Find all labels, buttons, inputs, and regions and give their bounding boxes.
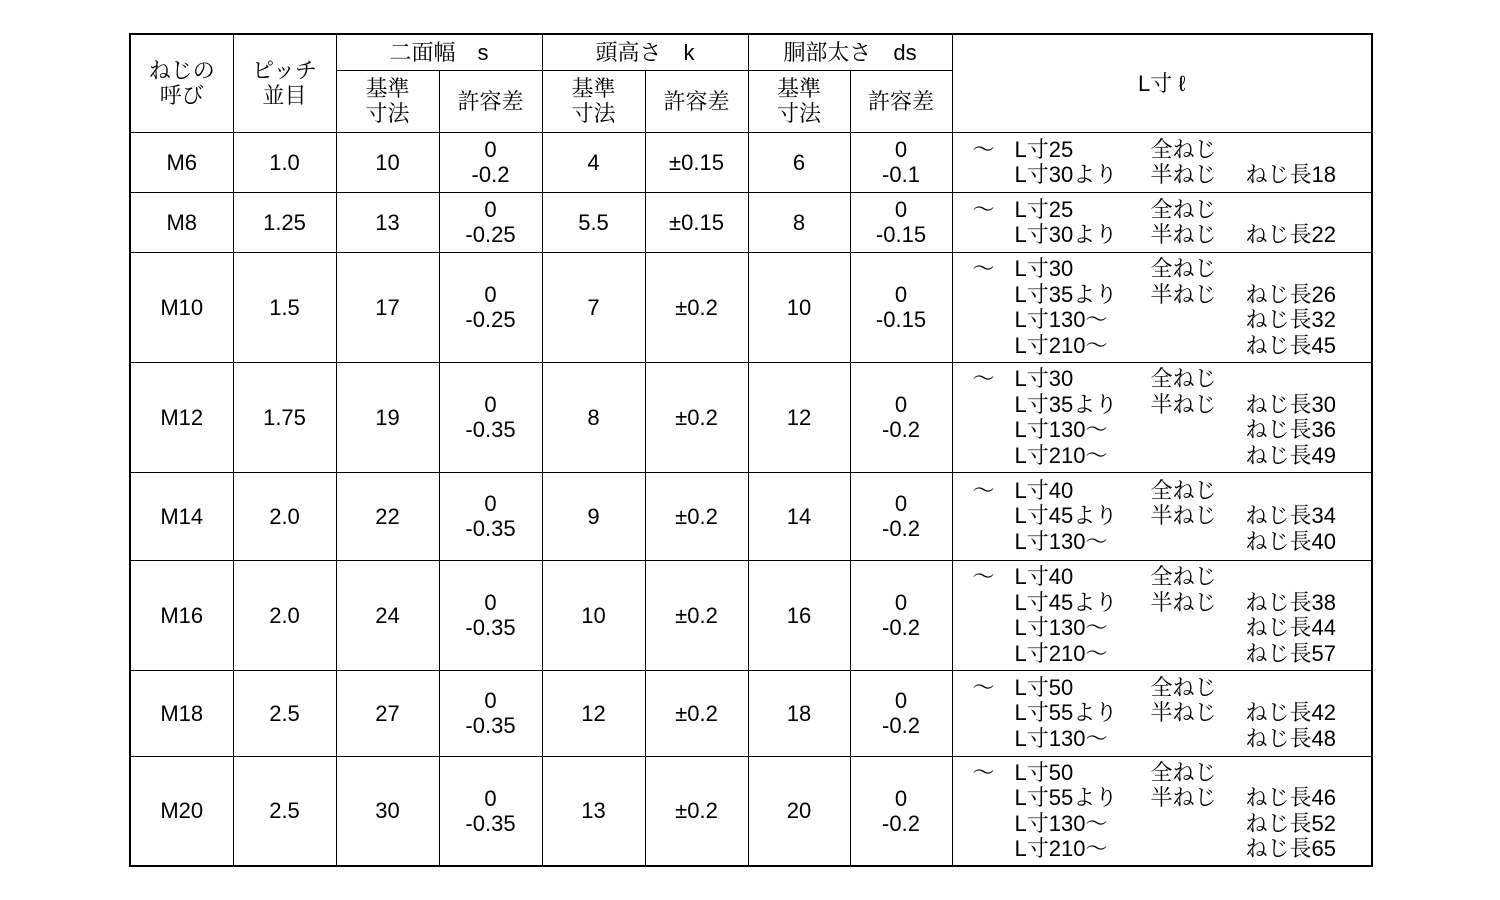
thread-type: 半ねじ xyxy=(1150,281,1217,307)
tolerance-upper: 0 xyxy=(894,785,908,811)
ds-tolerance-cell xyxy=(850,756,952,866)
thread-type: 全ねじ xyxy=(1150,196,1217,222)
s-basic-cell: 22 xyxy=(336,472,439,560)
length-range: L寸130～ xyxy=(1014,307,1108,332)
pitch-cell: 2.5 xyxy=(233,756,336,866)
thread-length: ねじ長40 xyxy=(1245,528,1336,554)
ds-tolerance-cell xyxy=(850,192,952,252)
s-tolerance-cell xyxy=(439,756,542,866)
range-tilde: ～ xyxy=(972,759,995,785)
thread-type: 半ねじ xyxy=(1150,700,1217,726)
length-range: L寸130～ xyxy=(1014,528,1108,554)
table-row xyxy=(130,560,1372,670)
length-line xyxy=(953,333,1372,359)
size-cell: M8 xyxy=(130,192,233,252)
length-line xyxy=(953,478,1372,504)
thread-length: ねじ長45 xyxy=(1245,332,1336,358)
size-cell: M14 xyxy=(130,472,233,560)
ds-basic-cell: 18 xyxy=(748,670,850,756)
tolerance-lower: -0.2 xyxy=(882,516,920,541)
size-cell: M18 xyxy=(130,670,233,756)
thread-length: ねじ長44 xyxy=(1245,615,1336,640)
s-tolerance-cell xyxy=(439,252,542,362)
length-cell xyxy=(952,756,1372,866)
length-range: L寸40 xyxy=(1014,477,1074,503)
k-basic-cell: 8 xyxy=(542,362,645,472)
thread-type: 半ねじ xyxy=(1150,589,1217,615)
table-row xyxy=(130,132,1372,192)
length-line xyxy=(953,197,1372,223)
range-tilde: ～ xyxy=(972,674,995,700)
thread-type: 全ねじ xyxy=(1150,366,1217,391)
ds-tolerance-cell xyxy=(850,670,952,756)
ds-basic-cell: 12 xyxy=(748,362,850,472)
thread-type: 全ねじ xyxy=(1150,674,1217,700)
k-basic-cell: 9 xyxy=(542,472,645,560)
table-row xyxy=(130,192,1372,252)
length-line xyxy=(953,836,1372,862)
ds-basic-cell: 10 xyxy=(748,252,850,362)
header-length: L寸 ℓ xyxy=(952,34,1372,132)
thread-type: 半ねじ xyxy=(1150,162,1217,187)
length-range: L寸210～ xyxy=(1014,836,1108,862)
length-line xyxy=(953,564,1372,590)
length-range: L寸130～ xyxy=(1014,725,1108,751)
length-range: L寸130～ xyxy=(1014,810,1108,836)
length-line xyxy=(953,222,1372,248)
length-range: L寸35より xyxy=(1014,391,1118,417)
thread-length: ねじ長65 xyxy=(1245,836,1336,862)
tolerance-upper: 0 xyxy=(484,688,497,713)
ds-tolerance-cell xyxy=(850,252,952,362)
range-tilde: ～ xyxy=(972,196,995,222)
tolerance-lower: -0.35 xyxy=(465,417,516,442)
header-s-basic: 基準 寸法 xyxy=(336,70,439,132)
s-basic-cell: 13 xyxy=(336,192,439,252)
ds-tolerance-cell xyxy=(850,560,952,670)
size-cell: M16 xyxy=(130,560,233,670)
k-tolerance-cell: ±0.2 xyxy=(645,670,748,756)
length-range: L寸130～ xyxy=(1014,615,1108,640)
tolerance-lower: -0.35 xyxy=(465,615,516,640)
tolerance-lower: -0.1 xyxy=(882,162,920,187)
s-tolerance-cell xyxy=(439,670,542,756)
length-line xyxy=(953,443,1372,469)
pitch-cell: 1.75 xyxy=(233,362,336,472)
k-tolerance-cell: ±0.2 xyxy=(645,362,748,472)
tolerance-upper: 0 xyxy=(894,491,908,516)
header-size: ねじの 呼び xyxy=(130,34,233,132)
length-cell xyxy=(952,670,1372,756)
thread-type: 半ねじ xyxy=(1150,222,1217,247)
s-tolerance-cell xyxy=(439,192,542,252)
thread-length: ねじ長32 xyxy=(1245,307,1336,332)
k-tolerance-cell: ±0.2 xyxy=(645,560,748,670)
tolerance-lower: -0.2 xyxy=(882,615,920,640)
length-range: L寸30より xyxy=(1014,222,1118,247)
s-basic-cell: 10 xyxy=(336,132,439,192)
s-basic-cell: 19 xyxy=(336,362,439,472)
length-line xyxy=(953,811,1372,837)
k-tolerance-cell: ±0.2 xyxy=(645,472,748,560)
size-cell: M10 xyxy=(130,252,233,362)
k-basic-cell: 13 xyxy=(542,756,645,866)
range-tilde: ～ xyxy=(972,564,995,589)
thread-type: 全ねじ xyxy=(1150,759,1217,785)
header-pitch: ピッチ 並目 xyxy=(233,34,336,132)
length-line xyxy=(953,503,1372,529)
tolerance-lower: -0.2 xyxy=(882,810,920,836)
thread-length: ねじ長49 xyxy=(1245,442,1336,468)
pitch-cell: 2.0 xyxy=(233,560,336,670)
s-tolerance-cell xyxy=(439,362,542,472)
range-tilde: ～ xyxy=(972,136,995,162)
tolerance-upper: 0 xyxy=(894,137,908,162)
length-range: L寸55より xyxy=(1014,785,1118,811)
length-line xyxy=(953,785,1372,811)
length-range: L寸30より xyxy=(1014,162,1118,187)
length-range: L寸25 xyxy=(1014,136,1074,162)
thread-length: ねじ長18 xyxy=(1245,162,1336,187)
tolerance-upper: 0 xyxy=(484,137,497,162)
length-range: L寸35より xyxy=(1014,281,1118,307)
thread-type: 半ねじ xyxy=(1150,391,1217,417)
tolerance-upper: 0 xyxy=(484,491,497,516)
tolerance-upper: 0 xyxy=(484,282,497,307)
length-line xyxy=(953,726,1372,752)
header-k-tolerance: 許容差 xyxy=(645,70,748,132)
table-row xyxy=(130,472,1372,560)
tolerance-upper: 0 xyxy=(894,392,908,417)
thread-length: ねじ長26 xyxy=(1245,281,1336,307)
ds-tolerance-cell xyxy=(850,472,952,560)
size-cell: M20 xyxy=(130,756,233,866)
thread-type: 全ねじ xyxy=(1150,564,1217,589)
thread-type: 半ねじ xyxy=(1150,785,1217,811)
length-line xyxy=(953,615,1372,641)
length-range: L寸40 xyxy=(1014,564,1074,589)
size-cell: M12 xyxy=(130,362,233,472)
thread-type: 半ねじ xyxy=(1150,503,1217,529)
tolerance-lower: -0.2 xyxy=(882,417,920,442)
tolerance-lower: -0.35 xyxy=(465,810,516,836)
header-body-diameter: 胴部太さ ds xyxy=(748,34,952,70)
length-range: L寸45より xyxy=(1014,589,1118,615)
length-cell xyxy=(952,472,1372,560)
tolerance-lower: -0.35 xyxy=(465,516,516,541)
pitch-cell: 1.0 xyxy=(233,132,336,192)
ds-basic-cell: 6 xyxy=(748,132,850,192)
length-line xyxy=(953,162,1372,188)
table-row xyxy=(130,362,1372,472)
s-tolerance-cell xyxy=(439,560,542,670)
length-range: L寸210～ xyxy=(1014,332,1108,358)
length-line xyxy=(953,392,1372,418)
length-line xyxy=(953,282,1372,308)
table-row xyxy=(130,756,1372,866)
length-line xyxy=(953,366,1372,392)
bolt-dimension-table xyxy=(129,33,1373,867)
length-cell xyxy=(952,192,1372,252)
pitch-cell: 1.25 xyxy=(233,192,336,252)
thread-length: ねじ長42 xyxy=(1245,700,1336,726)
s-basic-cell: 17 xyxy=(336,252,439,362)
length-range: L寸210～ xyxy=(1014,640,1108,666)
length-cell xyxy=(952,252,1372,362)
size-cell: M6 xyxy=(130,132,233,192)
length-line xyxy=(953,529,1372,555)
tolerance-upper: 0 xyxy=(484,392,497,417)
ds-basic-cell: 20 xyxy=(748,756,850,866)
length-line xyxy=(953,700,1372,726)
tolerance-lower: -0.25 xyxy=(465,307,516,332)
length-range: L寸45より xyxy=(1014,503,1118,529)
ds-tolerance-cell xyxy=(850,132,952,192)
header-s-tolerance: 許容差 xyxy=(439,70,542,132)
length-cell xyxy=(952,362,1372,472)
thread-length: ねじ長52 xyxy=(1245,810,1336,836)
tolerance-lower: -0.15 xyxy=(875,307,927,332)
tolerance-lower: -0.2 xyxy=(882,713,920,738)
ds-basic-cell: 8 xyxy=(748,192,850,252)
s-tolerance-cell xyxy=(439,472,542,560)
pitch-cell: 1.5 xyxy=(233,252,336,362)
length-line xyxy=(953,137,1372,163)
tolerance-lower: -0.15 xyxy=(875,222,927,247)
table-row xyxy=(130,252,1372,362)
table-row xyxy=(130,670,1372,756)
thread-type: 全ねじ xyxy=(1150,477,1217,503)
length-line xyxy=(953,307,1372,333)
k-basic-cell: 12 xyxy=(542,670,645,756)
tolerance-upper: 0 xyxy=(484,785,497,811)
s-basic-cell: 27 xyxy=(336,670,439,756)
tolerance-upper: 0 xyxy=(894,282,908,307)
k-tolerance-cell: ±0.2 xyxy=(645,252,748,362)
tolerance-upper: 0 xyxy=(894,590,908,615)
header-width-across-flats: 二面幅 s xyxy=(336,34,542,70)
thread-length: ねじ長30 xyxy=(1245,391,1336,417)
s-basic-cell: 30 xyxy=(336,756,439,866)
length-range: L寸130～ xyxy=(1014,417,1108,442)
length-line xyxy=(953,256,1372,282)
ds-basic-cell: 16 xyxy=(748,560,850,670)
pitch-cell: 2.0 xyxy=(233,472,336,560)
k-tolerance-cell: ±0.15 xyxy=(645,132,748,192)
thread-length: ねじ長57 xyxy=(1245,640,1336,666)
tolerance-lower: -0.35 xyxy=(465,713,516,738)
thread-length: ねじ長38 xyxy=(1245,589,1336,615)
header-ds-basic: 基準 寸法 xyxy=(748,70,850,132)
tolerance-upper: 0 xyxy=(484,590,497,615)
k-basic-cell: 4 xyxy=(542,132,645,192)
length-range: L寸25 xyxy=(1014,196,1074,222)
header-head-height: 頭高さ k xyxy=(542,34,748,70)
thread-type: 全ねじ xyxy=(1150,136,1217,162)
thread-type: 全ねじ xyxy=(1150,256,1217,281)
thread-length: ねじ長46 xyxy=(1245,785,1336,811)
ds-basic-cell: 14 xyxy=(748,472,850,560)
s-basic-cell: 24 xyxy=(336,560,439,670)
k-basic-cell: 7 xyxy=(542,252,645,362)
tolerance-upper: 0 xyxy=(484,197,497,222)
header-ds-tolerance: 許容差 xyxy=(850,70,952,132)
tolerance-upper: 0 xyxy=(894,197,908,222)
length-range: L寸30 xyxy=(1014,366,1074,391)
thread-length: ねじ長22 xyxy=(1245,222,1336,247)
k-tolerance-cell: ±0.15 xyxy=(645,192,748,252)
length-line xyxy=(953,675,1372,701)
tolerance-lower: -0.25 xyxy=(465,222,516,247)
length-cell xyxy=(952,560,1372,670)
ds-tolerance-cell xyxy=(850,362,952,472)
length-range: L寸50 xyxy=(1014,674,1074,700)
header-k-basic: 基準 寸法 xyxy=(542,70,645,132)
length-line xyxy=(953,417,1372,443)
length-cell xyxy=(952,132,1372,192)
tolerance-upper: 0 xyxy=(894,688,908,713)
length-range: L寸30 xyxy=(1014,256,1074,281)
thread-length: ねじ長48 xyxy=(1245,725,1336,751)
length-line xyxy=(953,760,1372,786)
k-basic-cell: 10 xyxy=(542,560,645,670)
thread-length: ねじ長34 xyxy=(1245,503,1336,529)
range-tilde: ～ xyxy=(972,477,995,503)
length-line xyxy=(953,590,1372,616)
length-range: L寸55より xyxy=(1014,700,1118,726)
k-basic-cell: 5.5 xyxy=(542,192,645,252)
length-range: L寸50 xyxy=(1014,759,1074,785)
range-tilde: ～ xyxy=(972,366,995,391)
tolerance-lower: -0.2 xyxy=(471,162,510,187)
s-tolerance-cell xyxy=(439,132,542,192)
length-range: L寸210～ xyxy=(1014,442,1108,468)
range-tilde: ～ xyxy=(972,256,995,281)
k-tolerance-cell: ±0.2 xyxy=(645,756,748,866)
pitch-cell: 2.5 xyxy=(233,670,336,756)
thread-length: ねじ長36 xyxy=(1245,417,1336,442)
length-line xyxy=(953,641,1372,667)
